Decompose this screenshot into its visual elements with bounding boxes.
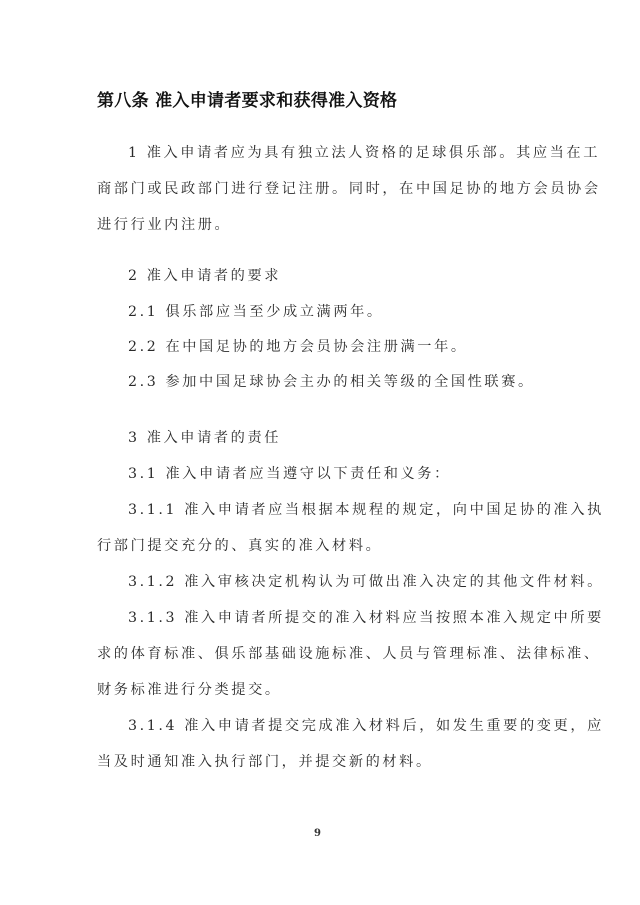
paragraph-line: 3.1 准入申请者应当遵守以下责任和义务： xyxy=(128,466,451,482)
paragraph-line: 1 准入申请者应为具有独立法人资格的足球俱乐部。其应当在工 xyxy=(128,145,601,161)
paragraph-line: 3.1.3 准入申请者所提交的准入材料应当按照本准入规定中所要 xyxy=(128,610,604,626)
page-number: 9 xyxy=(314,828,321,839)
paragraph-line: 当及时通知准入执行部门，并提交新的材料。 xyxy=(97,754,433,770)
paragraph-line: 商部门或民政部门进行登记注册。同时，在中国足协的地方会员协会 xyxy=(97,181,601,197)
list-item: 2.2 在中国足协的地方会员协会注册满一年。 xyxy=(128,339,468,355)
section-title: 3 准入申请者的责任 xyxy=(128,430,282,446)
list-item: 2.3 参加中国足球协会主办的相关等级的全国性联赛。 xyxy=(128,374,535,390)
article-heading: 第八条 准入申请者要求和获得准入资格 xyxy=(97,91,398,111)
paragraph-line: 财务标准进行分类提交。 xyxy=(97,682,282,698)
list-item: 2.1 俱乐部应当至少成立满两年。 xyxy=(128,304,384,320)
paragraph-line: 进行行业内注册。 xyxy=(97,217,232,233)
paragraph-line: 3.1.1 准入申请者应当根据本规程的规定，向中国足协的准入执 xyxy=(128,502,604,518)
paragraph-line: 3.1.4 准入申请者提交完成准入材料后，如发生重要的变更，应 xyxy=(128,718,604,734)
section-title: 2 准入申请者的要求 xyxy=(128,268,282,284)
paragraph-line: 行部门提交充分的、真实的准入材料。 xyxy=(97,538,383,554)
paragraph-line: 3.1.2 准入审核决定机构认为可做出准入决定的其他文件材料。 xyxy=(128,574,604,590)
paragraph-line: 求的体育标准、俱乐部基础设施标准、人员与管理标准、法律标准、 xyxy=(97,646,601,662)
